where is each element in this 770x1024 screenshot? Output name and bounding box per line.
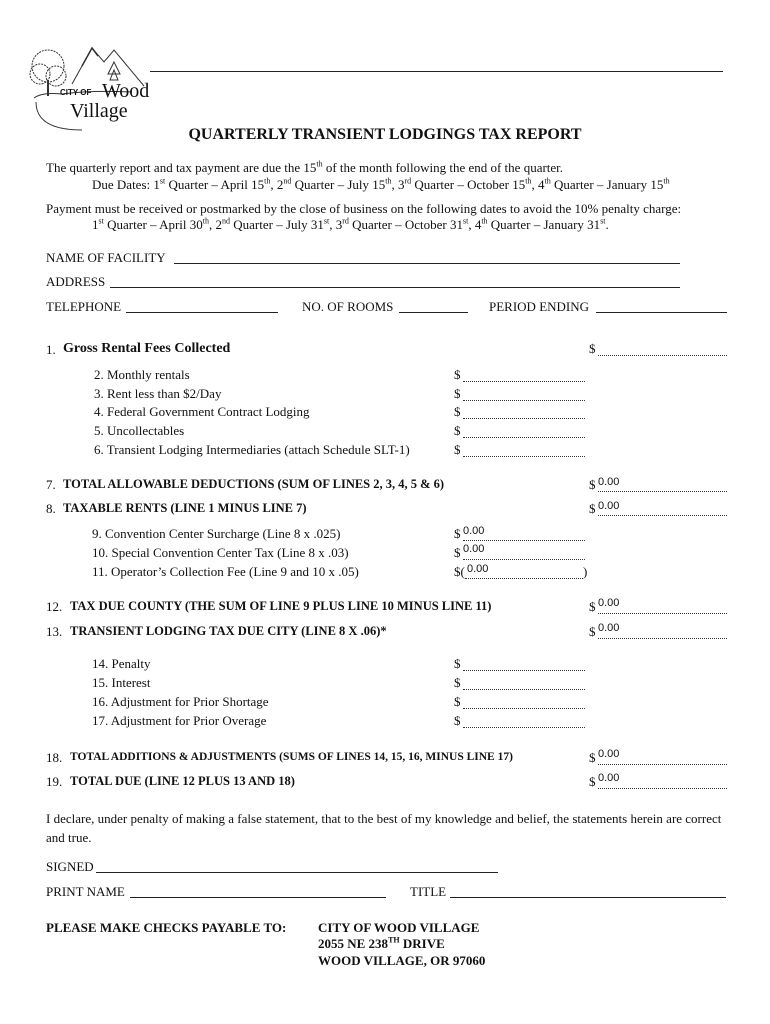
logo-wood: Wood [102, 80, 150, 102]
line-11-value[interactable]: 0.00 [467, 563, 489, 575]
intro-line-1b: of the month following the end of the quarter. [322, 160, 564, 175]
line-4-dollar: $ [454, 404, 461, 419]
penalty-date-4-part-4: st [600, 216, 606, 226]
due-date-4 [538, 177, 670, 192]
signed-field[interactable] [96, 872, 498, 873]
rooms-field[interactable] [399, 312, 468, 313]
address-field[interactable] [110, 287, 680, 288]
line-3-label: 3. Rent less than $2/Day [94, 386, 222, 401]
due-date-3-part-5: , [531, 177, 538, 192]
line-14-dollar: $ [454, 656, 461, 671]
penalty-date-2-part-4: st [323, 216, 330, 226]
penalty-dates [92, 217, 609, 233]
payable-label: PLEASE MAKE CHECKS PAYABLE TO: [46, 920, 287, 935]
city-logo [22, 36, 162, 132]
line-18-value[interactable]: 0.00 [598, 748, 620, 760]
penalty-date-1-part-5: , [209, 217, 216, 232]
penalty-date-1-part-3: Quarter – April 30 [103, 217, 203, 232]
penalty-date-2-part-3: Quarter – July 31 [230, 217, 324, 232]
line-12-field [598, 613, 727, 614]
line-4-label: 4. Federal Government Contract Lodging [94, 404, 310, 419]
line-6-dollar: $ [454, 442, 461, 457]
due-date-4-part-2: th [544, 176, 551, 186]
line-6-label: 6. Transient Lodging Intermediaries (attach Schedule SLT-1) [94, 442, 410, 457]
line-4-field[interactable] [463, 418, 585, 419]
title-label: TITLE [410, 884, 447, 899]
due-date-1-part-4: th [264, 176, 271, 186]
line-9-label: 9. Convention Center Surcharge (Line 8 x .025) [92, 526, 341, 541]
penalty-date-2-part-2: nd [222, 216, 230, 226]
line-16-dollar: $ [454, 694, 461, 709]
due-date-2-part-1: 2 [276, 177, 284, 192]
penalty-date-2-part-1: 2 [215, 217, 222, 232]
line-12-num: 12. [46, 599, 63, 614]
period-label: PERIOD ENDING [489, 299, 590, 314]
penalty-date-1 [92, 217, 216, 232]
line-11-label: 11. Operator’s Collection Fee (Line 9 and 10 x .05) [92, 564, 359, 579]
due-date-1-part-5: , [270, 177, 277, 192]
line-13-field [598, 638, 727, 639]
penalty-date-3-part-3: Quarter – October 31 [348, 217, 463, 232]
penalty-date-2 [216, 217, 336, 232]
intro-line-1-sup: th [316, 159, 323, 169]
line-10-dollar: $ [454, 545, 461, 560]
line-14-label: 14. Penalty [92, 656, 151, 671]
line-19-dollar: $ [589, 774, 596, 789]
line-9-field [463, 540, 585, 541]
penalty-date-3-part-1: 3 [335, 217, 343, 232]
page-title: QUARTERLY TRANSIENT LODGINGS TAX REPORT [188, 126, 582, 143]
due-date-1-part-1: 1 [153, 177, 160, 192]
line-3-dollar: $ [454, 386, 461, 401]
due-date-3-part-3: Quarter – October 15 [411, 177, 526, 192]
intro-line-1 [46, 160, 563, 176]
header-rule [150, 71, 723, 72]
due-date-2-part-3: Quarter – July 15 [291, 177, 386, 192]
line-5-dollar: $ [454, 423, 461, 438]
line-7-field [598, 491, 727, 492]
penalty-date-3-part-4: st [462, 216, 469, 226]
line-6-field[interactable] [463, 456, 585, 457]
line-5-field[interactable] [463, 437, 585, 438]
line-9-dollar: $ [454, 526, 461, 541]
line-17-dollar: $ [454, 713, 461, 728]
due-date-2-part-5: , [391, 177, 398, 192]
due-date-1-part-2: st [159, 176, 166, 186]
line-11-close: ) [583, 564, 588, 579]
line-18-label: TOTAL ADDITIONS & ADJUSTMENTS (SUMS OF LINES 14, 15, 16, MINUS LINE 17) [70, 751, 513, 763]
penalty-date-4-part-5: . [605, 217, 609, 232]
due-date-2 [277, 177, 398, 192]
due-dates [92, 177, 670, 193]
line-10-field [463, 559, 585, 560]
line-18-field [598, 764, 727, 765]
line-18-dollar: $ [589, 750, 596, 765]
penalty-date-3-part-2: rd [342, 216, 349, 226]
due-label: Due Dates: [92, 177, 154, 192]
line-12-value[interactable]: 0.00 [598, 597, 620, 609]
intro-line-1a: The quarterly report and tax payment are due the 15 [46, 160, 317, 175]
payment-line: Payment must be received or postmarked by the close of business on the following dates to avoid the 10% penalty charge: [46, 201, 682, 216]
line-17-field[interactable] [463, 727, 585, 728]
address-label: ADDRESS [46, 274, 106, 289]
line-8-field [598, 515, 727, 516]
due-date-4-part-1: 4 [537, 177, 545, 192]
line-13-value[interactable]: 0.00 [598, 622, 620, 634]
logo-city-of: CITY OF [60, 88, 92, 97]
line-17-label: 17. Adjustment for Prior Overage [92, 713, 267, 728]
due-date-4-part-3: Quarter – January 15 [550, 177, 664, 192]
due-date-3-part-2: rd [404, 176, 412, 186]
line-1-num: 1. [46, 342, 56, 357]
penalty-date-3 [336, 217, 475, 232]
print-name-label: PRINT NAME [46, 884, 125, 899]
line-8-label: TAXABLE RENTS (LINE 1 MINUS LINE 7) [63, 501, 307, 515]
line-8-num: 8. [46, 501, 56, 516]
line-19-label: TOTAL DUE (LINE 12 PLUS 13 AND 18) [70, 774, 295, 788]
line-1-label: Gross Rental Fees Collected [63, 341, 231, 356]
line-1-field[interactable] [598, 355, 727, 356]
declaration: I declare, under penalty of making a false statement, that to the best of my knowledge and belief, the statements herein are correct and true. [46, 811, 722, 845]
payable-address-1 [318, 936, 445, 952]
line-3-field[interactable] [463, 400, 585, 401]
telephone-label: TELEPHONE [46, 299, 122, 314]
due-date-4-part-4: th [663, 176, 670, 186]
penalty-date-4-part-1: 4 [474, 217, 482, 232]
signed-label: SIGNED [46, 859, 94, 874]
line-15-label: 15. Interest [92, 675, 151, 690]
line-2-label: 2. Monthly rentals [94, 367, 190, 382]
line-14-field[interactable] [463, 670, 585, 671]
due-date-3-part-1: 3 [397, 177, 405, 192]
line-15-field[interactable] [463, 689, 585, 690]
line-7-label: TOTAL ALLOWABLE DEDUCTIONS (SUM OF LINES 2, 3, 4, 5 & 6) [63, 477, 445, 491]
facility-field[interactable] [174, 263, 680, 264]
line-13-dollar: $ [589, 624, 596, 639]
penalty-date-4-part-3: Quarter – January 31 [487, 217, 601, 232]
due-date-3-part-4: th [525, 176, 532, 186]
telephone-field[interactable] [126, 312, 278, 313]
line-10-value[interactable]: 0.00 [463, 543, 485, 555]
line-16-field[interactable] [463, 708, 585, 709]
due-date-1-part-3: Quarter – April 15 [165, 177, 265, 192]
penalty-date-1-part-4: th [202, 216, 209, 226]
line-9-value[interactable]: 0.00 [463, 525, 485, 537]
due-date-2-part-4: th [385, 176, 392, 186]
penalty-date-1-part-1: 1 [92, 217, 99, 232]
line-7-dollar: $ [589, 477, 596, 492]
line-8-dollar: $ [589, 501, 596, 516]
line-8-value[interactable]: 0.00 [598, 500, 620, 512]
line-7-value[interactable]: 0.00 [598, 476, 620, 488]
line-7-num: 7. [46, 477, 56, 492]
line-12-dollar: $ [589, 599, 596, 614]
facility-label: NAME OF FACILITY [46, 250, 166, 265]
line-11-field [465, 578, 583, 579]
payable-addr1a: 2055 NE 238 [318, 936, 389, 951]
penalty-date-2-part-5: , [329, 217, 336, 232]
line-19-field [598, 788, 727, 789]
penalty-date-4 [475, 217, 609, 232]
print-name-field[interactable] [130, 897, 386, 898]
line-11-open: $( [454, 564, 465, 579]
penalty-date-1-part-2: st [98, 216, 104, 226]
line-15-dollar: $ [454, 675, 461, 690]
line-13-num: 13. [46, 624, 63, 639]
payable-address-2: WOOD VILLAGE, OR 97060 [318, 953, 486, 968]
line-5-label: 5. Uncollectables [94, 423, 185, 438]
title-field[interactable] [450, 897, 726, 898]
penalty-date-4-part-2: th [481, 216, 488, 226]
due-date-2-part-2: nd [283, 176, 292, 186]
line-18-num: 18. [46, 750, 63, 765]
due-date-1 [153, 177, 277, 192]
logo-village: Village [70, 100, 128, 122]
line-2-field[interactable] [463, 381, 585, 382]
line-1-dollar: $ [589, 341, 596, 356]
rooms-label: NO. OF ROOMS [302, 299, 394, 314]
line-19-value[interactable]: 0.00 [598, 772, 620, 784]
line-19-num: 19. [46, 774, 63, 789]
due-date-3 [398, 177, 538, 192]
line-16-label: 16. Adjustment for Prior Shortage [92, 694, 269, 709]
line-2-dollar: $ [454, 367, 461, 382]
period-field[interactable] [596, 312, 727, 313]
payable-addr1-sup: TH [388, 935, 400, 945]
payable-addr1b: DRIVE [399, 936, 445, 951]
penalty-date-3-part-5: , [468, 217, 475, 232]
line-13-label: TRANSIENT LODGING TAX DUE CITY (LINE 8 X .06)* [70, 624, 387, 638]
line-10-label: 10. Special Convention Center Tax (Line 8 x .03) [92, 545, 349, 560]
line-12-label: TAX DUE COUNTY (THE SUM OF LINE 9 PLUS LINE 10 MINUS LINE 11) [70, 599, 492, 613]
payable-name: CITY OF WOOD VILLAGE [318, 920, 480, 935]
